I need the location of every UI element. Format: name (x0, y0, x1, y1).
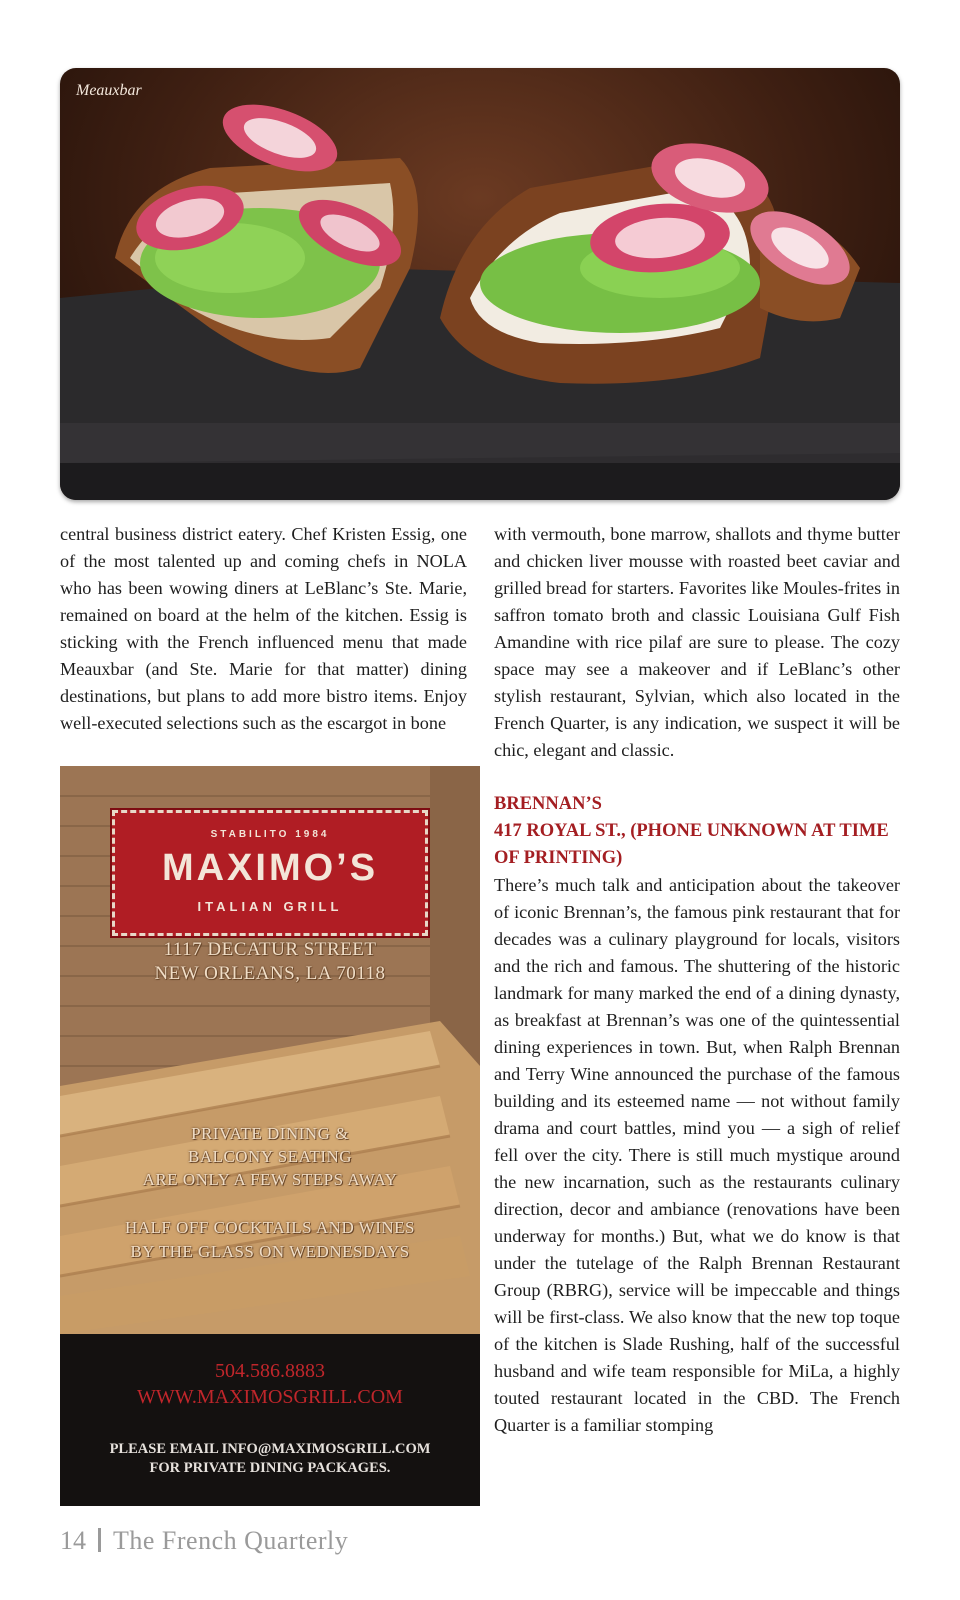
photo-caption: Meauxbar (76, 82, 142, 99)
ad-email-note (60, 1440, 480, 1478)
address-line: NEW ORLEANS, LA 70118 (154, 963, 386, 984)
ad-website: WWW.MAXIMOSGRILL.COM (137, 1386, 403, 1408)
page-footer (60, 1526, 348, 1556)
maximos-advertisement (60, 766, 480, 1506)
ad-contact-band (60, 1334, 480, 1506)
article-paragraph: There’s much talk and anticipation about the takeover of iconic Brennan’s, the famous pink restaurant that for decades was a culinary playground for locals, visitors and the rich and famous. The shuttering of the historic landmark for many marked the end of a dining dynasty, as breakfast at Brennan’s was one of the quintessential dining experiences in town. But, when Ralph Brennan and Terry Wine announced the purchase of the famous building and its esteemed name — not without family drama and court battles, mind you — a sigh of relief fell over the city. There is still much mystique around the new incarnation, such as the restaurants culinary direction, decor and ambiance (renovations have been underway for months.) But, what we do know is that under the tutelage of the Ralph Brennan Restaurant Group (RBRG), service will be impeccable and things will be first-class. We also know that the new top toque of the kitchen is Slade Rushing, half of the successful husband and wife team responsible for MiLa, a highly touted restaurant located in the CBD. The French Quarter is a familiar stomping (494, 875, 900, 1435)
logo-name: MAXIMO’S (161, 847, 379, 889)
logo-established: STABILITO 1984 (210, 829, 330, 840)
maximos-logo (112, 810, 428, 936)
ad-address (60, 938, 480, 986)
address-line: 1117 DECATUR STREET (163, 939, 377, 960)
promo-line: PRIVATE DINING & (191, 1124, 349, 1143)
email-line: FOR PRIVATE DINING PACKAGES. (149, 1460, 391, 1476)
ad-phone: 504.586.8883 (215, 1360, 325, 1382)
article-paragraph: with vermouth, bone marrow, shallots and thyme butter and chicken liver mousse with roasted beet caviar and grilled bread for starters. Favorites like Moules-frites in saffron tomato broth and classic Louisiana Gulf Fish Amandine with rice pilaf are sure to please. The cozy space may see a makeover and if LeBlanc’s other stylish restaurant, Sylvian, which also located in the French Quarter, is any indication, we suspect it will be chic, elegant and classic. (494, 524, 900, 760)
ad-promo-drinks (60, 1216, 480, 1264)
article-right-column (494, 521, 900, 1439)
crostini-illustration (60, 68, 900, 500)
promo-line: HALF OFF COCKTAILS AND WINES (124, 1218, 416, 1237)
logo-subtitle: ITALIAN GRILL (197, 899, 343, 914)
heading-title: BRENNAN’S (494, 794, 602, 814)
publication-name: The French Quarterly (113, 1526, 349, 1555)
page-number: 14 (60, 1526, 86, 1555)
ad-promo-seating (60, 1122, 480, 1191)
footer-divider (98, 1528, 101, 1552)
promo-line: ARE ONLY A FEW STEPS AWAY (142, 1170, 398, 1189)
promo-line: BY THE GLASS ON WEDNESDAYS (130, 1242, 410, 1261)
article-left-column (60, 521, 467, 737)
promo-line: BALCONY SEATING (187, 1147, 353, 1166)
heading-address: 417 ROYAL ST., (PHONE UNKNOWN AT TIME OF PRINTING) (494, 821, 889, 868)
food-photo (60, 68, 900, 500)
article-paragraph: central business district eatery. Chef Kristen Essig, one of the most talented up and coming chefs in NOLA who has been wowing diners at LeBlanc’s Ste. Marie, remained on board at the helm of the kitchen. Essig is sticking with the French influenced menu that made Meauxbar (and Ste. Marie for that matter) dining destinations, but plans to add more bistro items. Enjoy well-executed selections such as the escargot in bone (60, 524, 467, 733)
section-heading (494, 791, 900, 872)
email-line: PLEASE EMAIL INFO@MAXIMOSGRILL.COM (109, 1441, 431, 1457)
